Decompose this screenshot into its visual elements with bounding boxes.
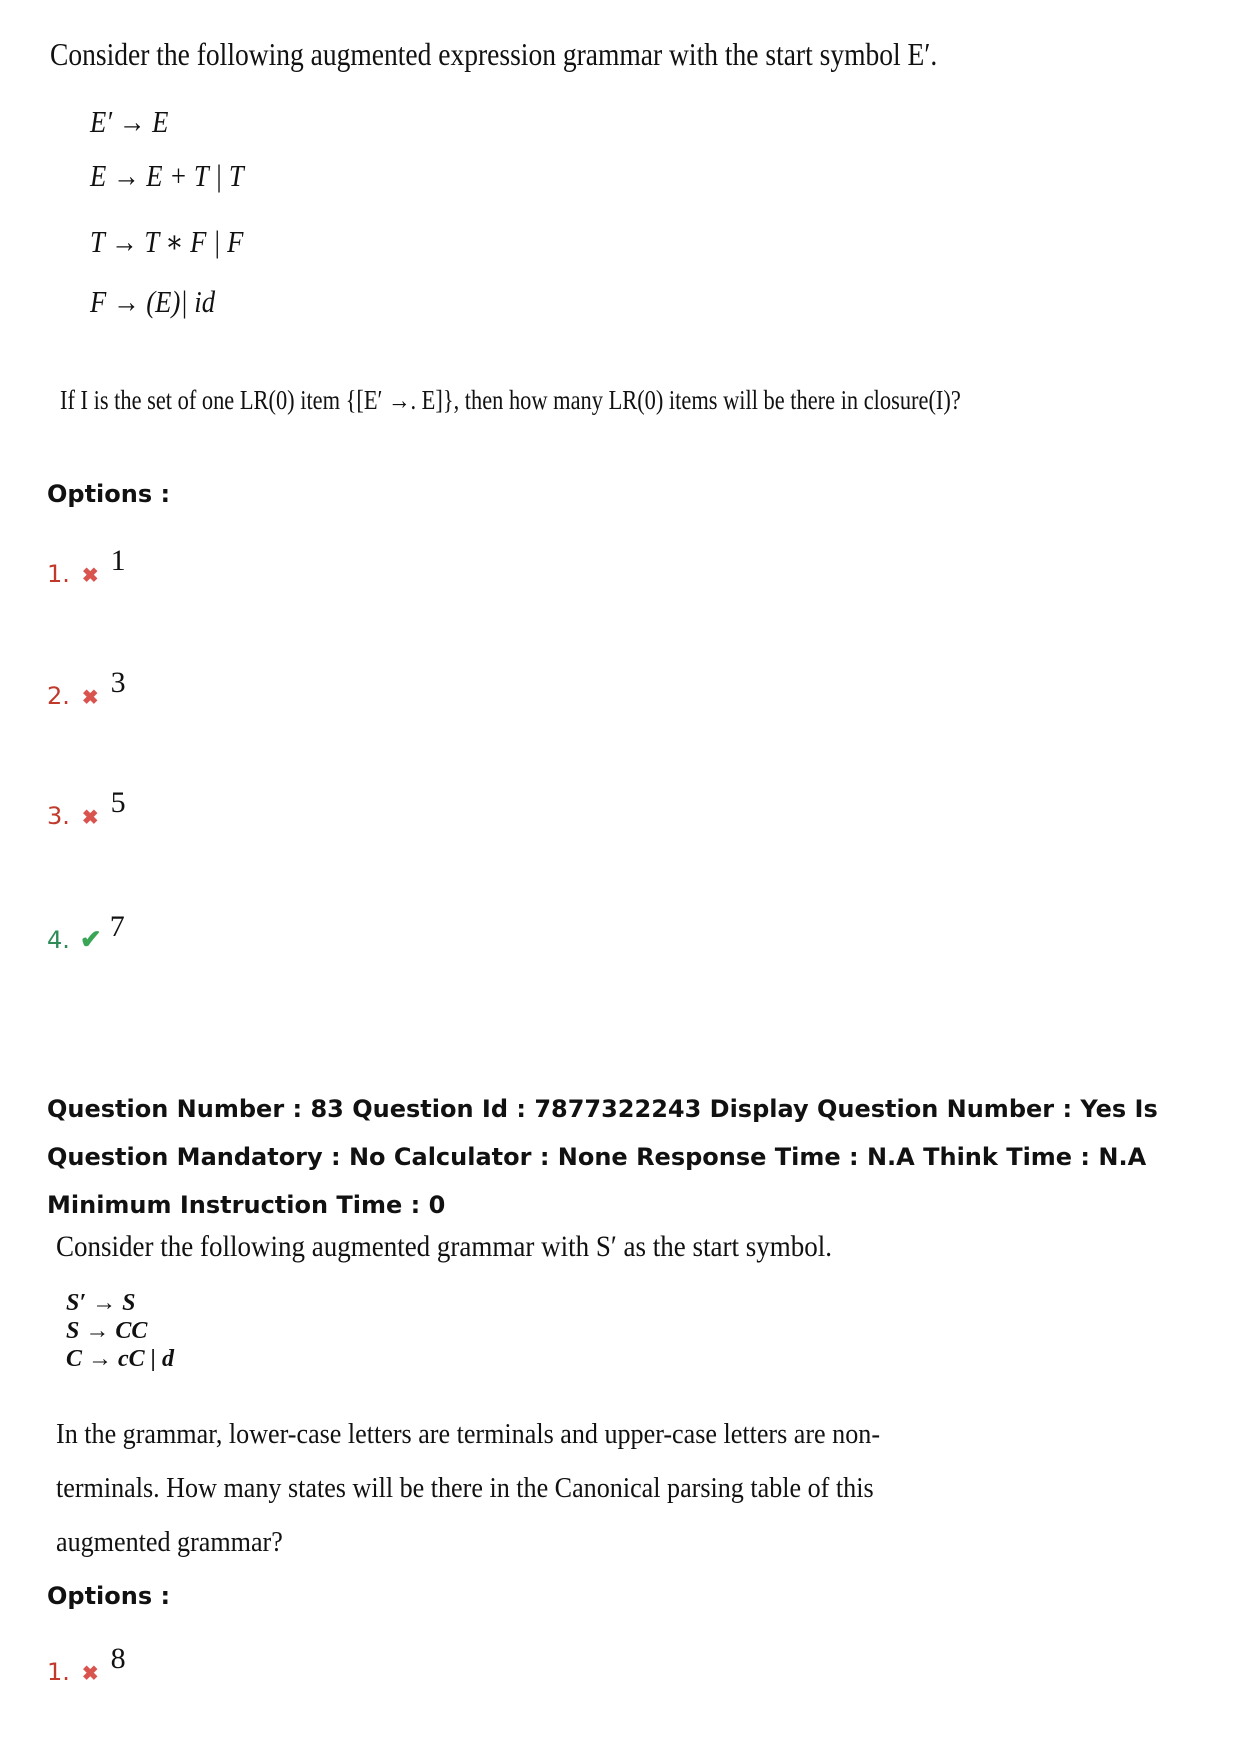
option-value: 8 [110,1642,126,1675]
option-row[interactable] [47,544,126,590]
option-value: 3 [110,666,126,699]
question-text: If I is the set of one LR(0) item {[E′ →. E]}, then how many LR(0) items will be there in closure(I)? [60,385,961,415]
option-value: 7 [109,910,125,943]
grammar-rule: S → CC [66,1318,148,1344]
option-row[interactable] [47,1642,126,1688]
question-text: In the grammar, lower-case letters are terminals and upper-case letters are non- [56,1418,881,1450]
option-number: 1. [47,1658,70,1686]
option-row[interactable] [47,786,126,832]
question-text: terminals. How many states will be there in the Canonical parsing table of this [56,1472,874,1504]
check-icon: ✔ [79,925,102,954]
cross-icon: ✖ [81,565,99,587]
grammar-rule: E → E + T | T [90,158,244,193]
grammar-rule: S′ → S [66,1290,136,1316]
cross-icon: ✖ [81,807,99,829]
grammar-rule: C → cC | d [66,1346,174,1372]
options-label: Options : [47,480,171,508]
option-row[interactable] [47,666,126,712]
option-number: 1. [47,560,70,588]
grammar-rule: E′ → E [90,104,169,139]
question-intro: Consider the following augmented grammar with S′ as the start symbol. [56,1230,833,1263]
cross-icon: ✖ [81,687,99,709]
option-number: 3. [47,802,70,830]
grammar-rule: T → T ∗ F | F [90,224,244,259]
cross-icon: ✖ [81,1663,99,1685]
option-value: 5 [110,786,126,819]
options-label: Options : [47,1582,171,1610]
option-row[interactable] [47,910,125,956]
option-number: 4. [47,926,70,954]
option-number: 2. [47,682,70,710]
option-value: 1 [110,544,126,577]
question-intro: Consider the following augmented expression grammar with the start symbol E′. [50,36,938,72]
grammar-rule: F → (E)| id [90,284,216,319]
question-text: augmented grammar? [56,1526,283,1558]
question-meta: Question Number : 83 Question Id : 7877322243 Display Question Number : Yes Is Question Mandatory : No Calculator : None Response Time : N.A Think Time : N.A Minimum Instruction Time : 0 [47,1095,1158,1219]
